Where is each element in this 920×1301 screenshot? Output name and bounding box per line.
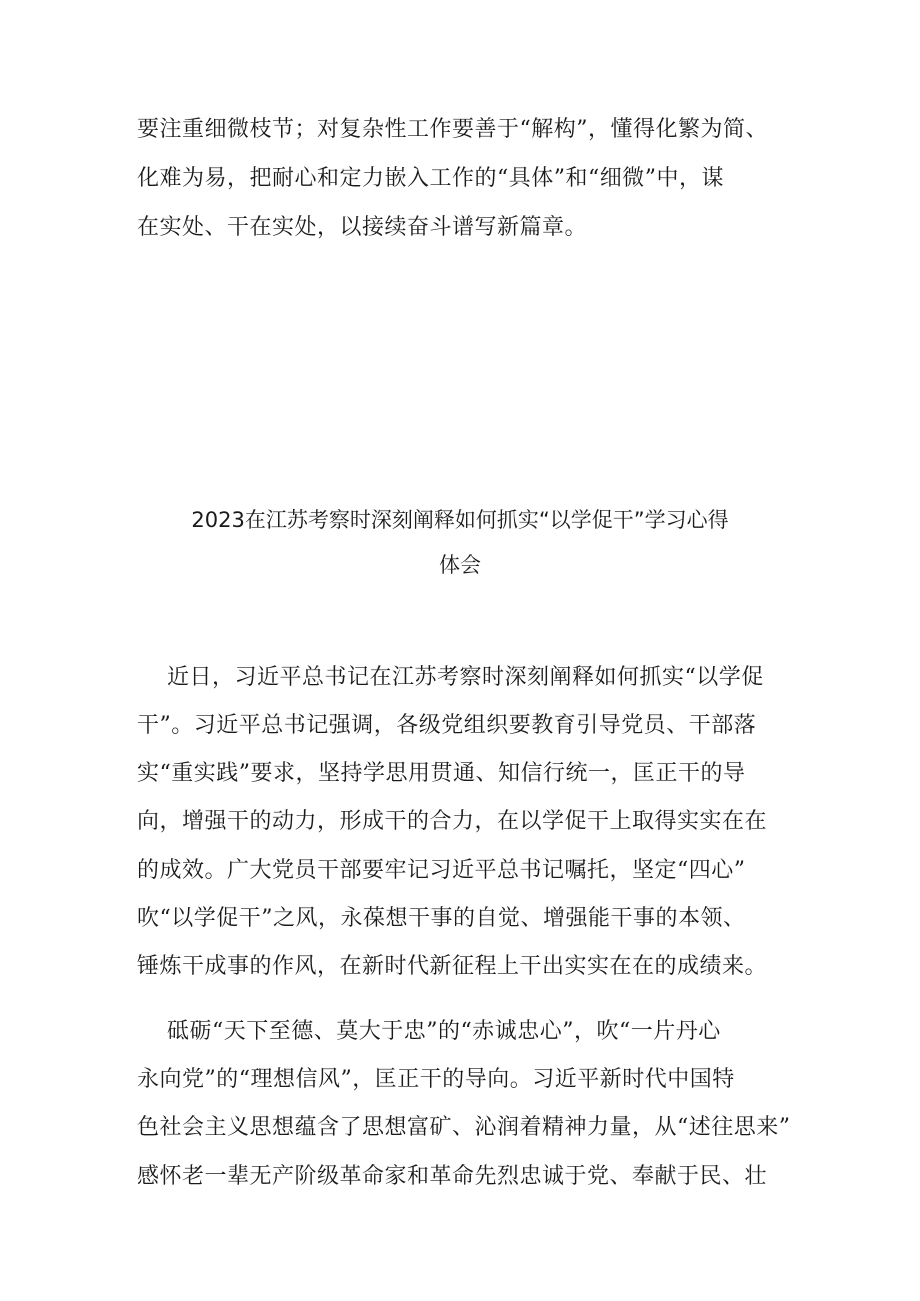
text-line: 的成效。广大党员干部要牢记习近平总书记嘱托，坚定“四心”	[137, 858, 746, 883]
text-line: 砥砺“天下至德、莫大于忠”的“赤诚忠心”，吹“一片丹心	[167, 1019, 721, 1044]
text-line: 锤炼干成事的作风，在新时代新征程上干出实实在在的成绩来。	[137, 954, 768, 979]
text-line: 要注重细微枝节；对复杂性工作要善于“解构”，懂得化繁为简、	[137, 117, 768, 142]
text-line: 在实处、干在实处，以接续奋斗谱写新篇章。	[137, 215, 588, 240]
text-line: 感怀老一辈无产阶级革命家和革命先烈忠诚于党、奉献于民、壮	[137, 1164, 768, 1189]
text-line: 近日，习近平总书记在江苏考察时深刻阐释如何抓实“以学促	[167, 665, 764, 690]
article-title-continued: 体会	[439, 553, 481, 577]
text-line: 实“重实践”要求，坚持学思用贯通、知信行统一，匡正干的导	[137, 761, 746, 786]
text-line: 色社会主义思想蕴含了思想富矿、沁润着精神力量，从“述往思来”	[137, 1115, 791, 1140]
text-line: 干”。习近平总书记强调，各级党组织要教育引导党员、干部落	[137, 713, 757, 738]
text-line: 吹“以学促干”之风，永葆想干事的自觉、增强能干事的本领、	[137, 906, 746, 931]
article-title: 2023在江苏考察时深刻阐释如何抓实“以学促干”学习心得	[191, 508, 729, 532]
text-line: 永向党”的“理想信风”，匡正干的导向。习近平新时代中国特	[137, 1067, 735, 1092]
text-line: 化难为易，把耐心和定力嵌入工作的“具体”和“细微”中，谋	[137, 166, 724, 191]
text-line: 向，增强干的动力，形成干的合力，在以学促干上取得实实在在	[137, 809, 768, 834]
